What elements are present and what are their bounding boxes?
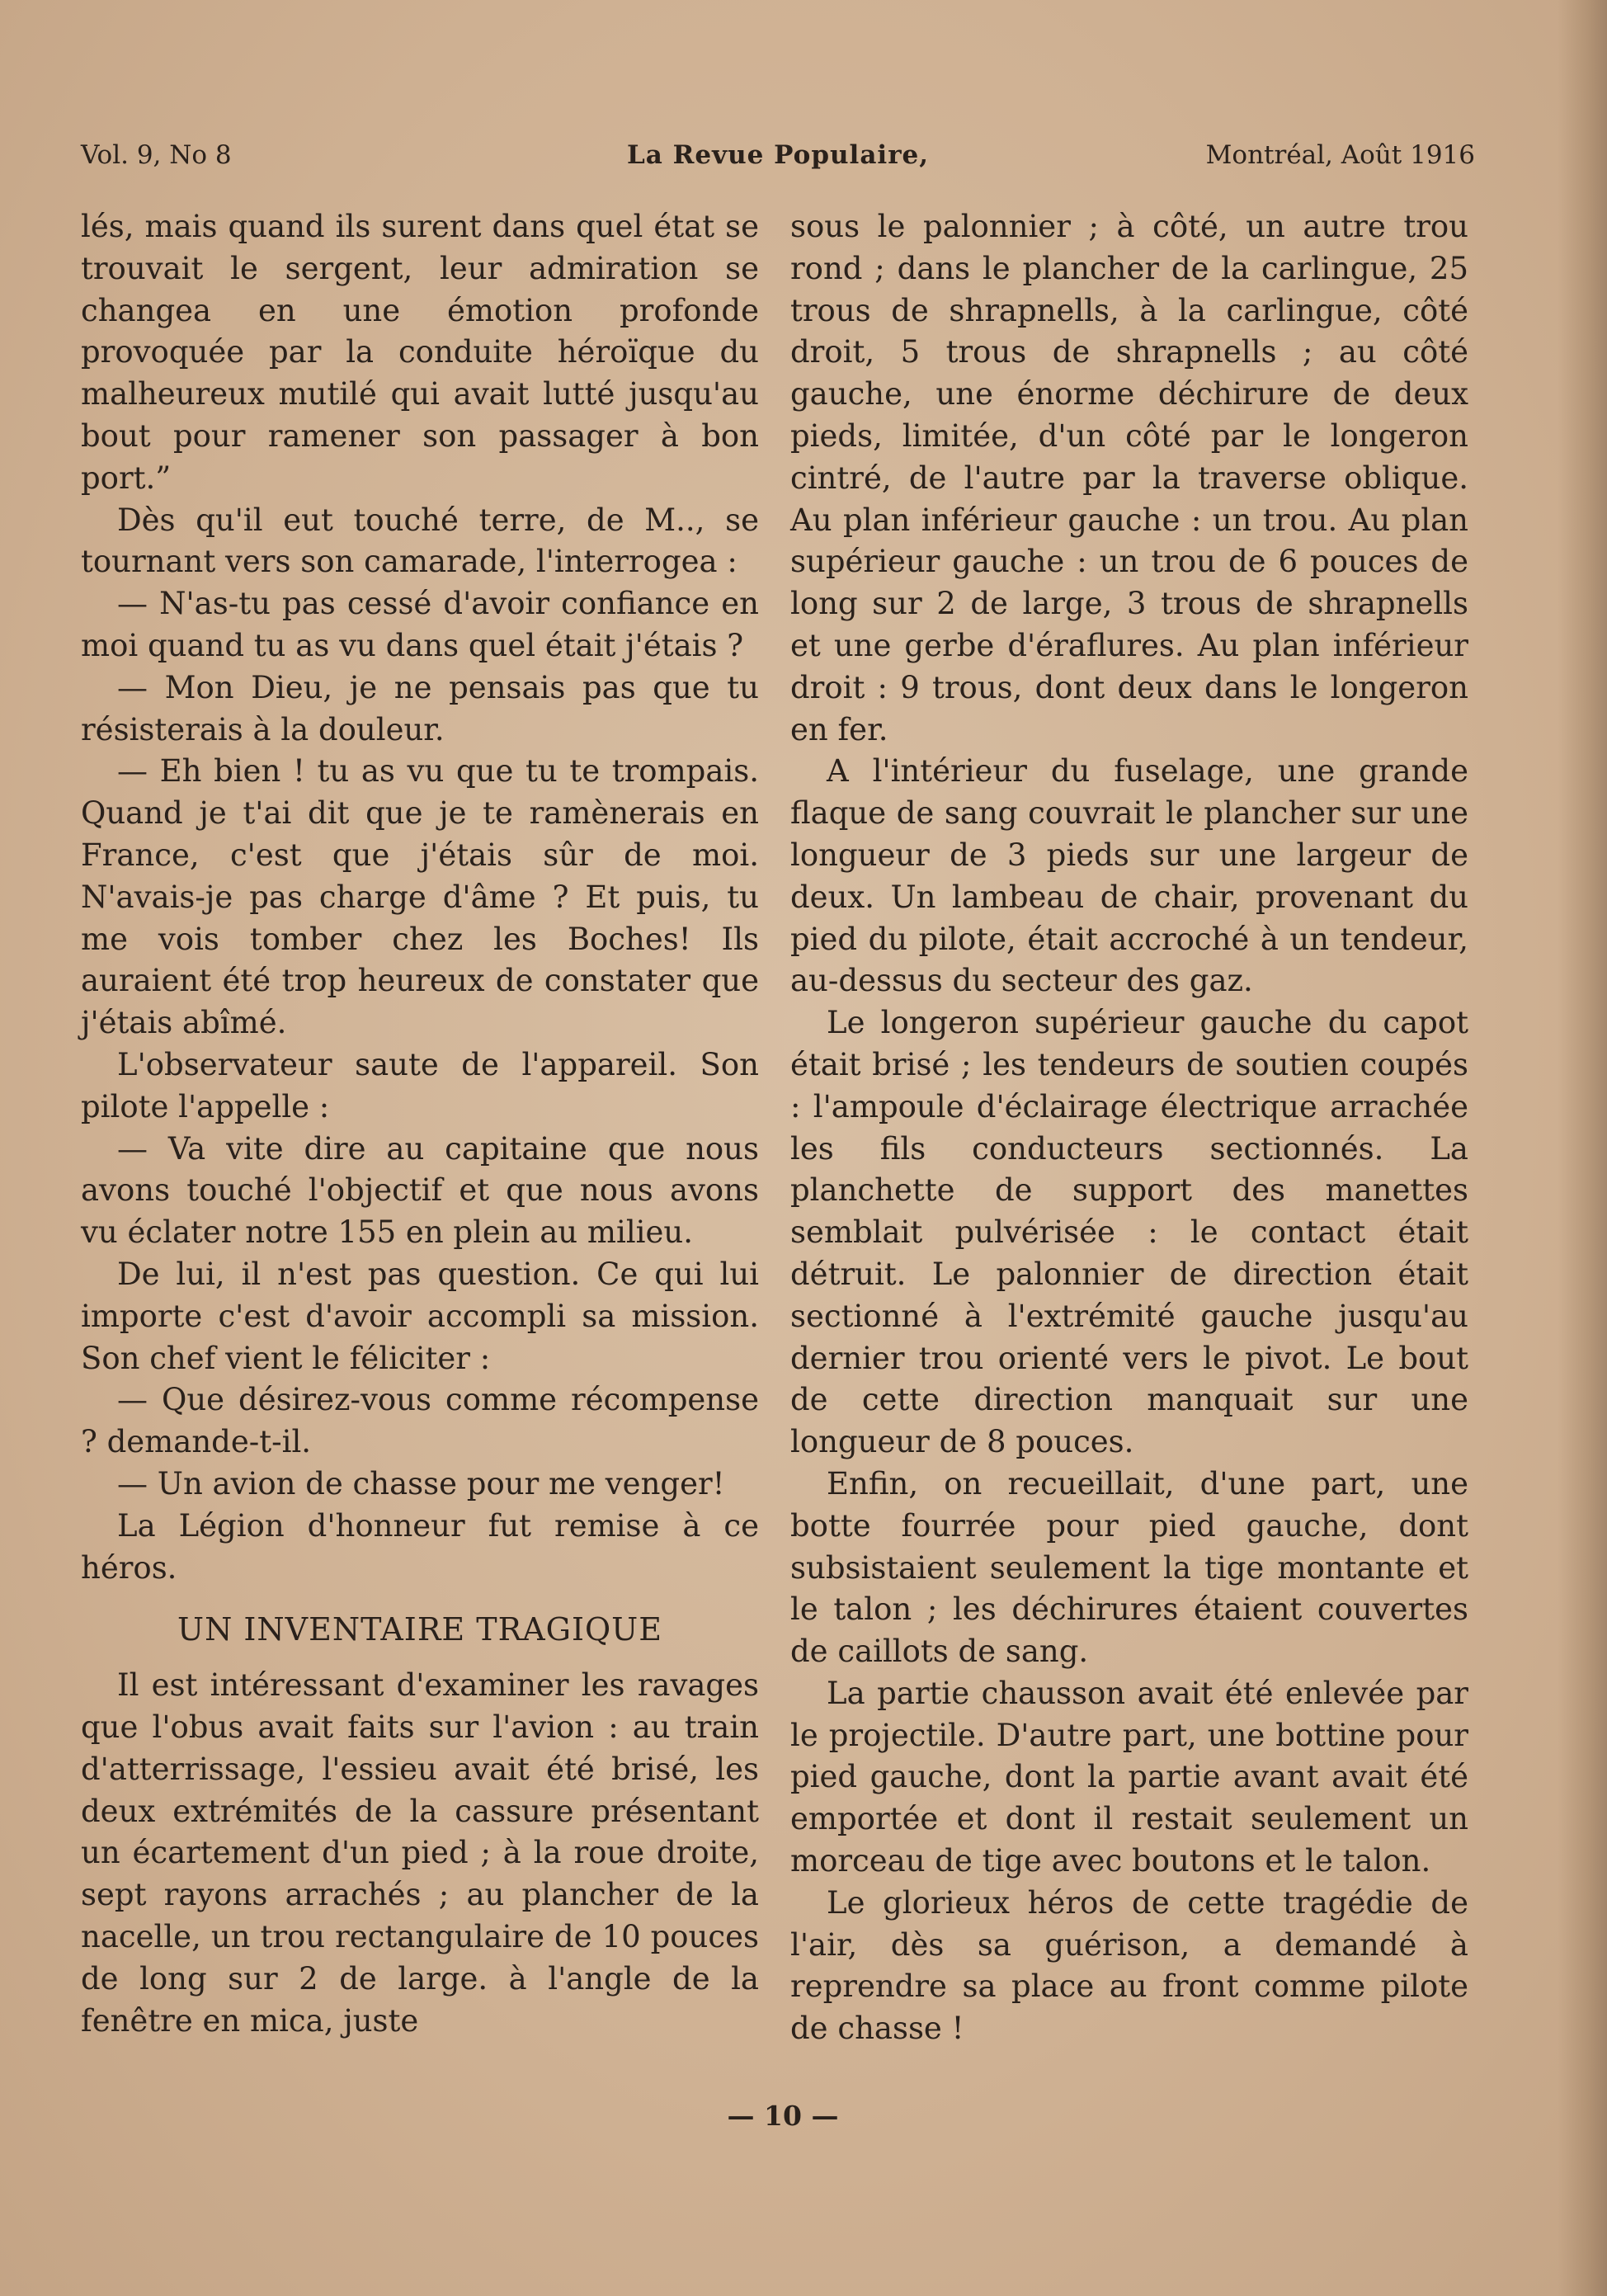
paragraph: Dès qu'il eut touché terre, de M.., se tournant vers son camarade, l'interrogea : — [81, 502, 759, 580]
paragraph: — Mon Dieu, je ne pensais pas que tu résisterais à la douleur. — [81, 669, 759, 747]
paragraph: — Eh bien ! tu as vu que tu te trompais. Quand je t'ai dit que je te ramènerais en France, c'est que j'étais sûr de moi. N'avais-je pas charge d'âme ? Et puis, tu me vois tomber chez les Boches! Ils auraient été trop heureux de constater que j'étais abîmé. — [81, 753, 759, 1041]
paragraph: — Un avion de chasse pour me venger! — [117, 1465, 725, 1502]
paragraph: lés, mais quand ils surent dans quel état se trouvait le sergent, leur admiration se changea en une émotion profonde provoquée par la conduite héroïque du malheureux mutilé qui avait lutté jusqu'au bout pour ramener son passager à bon port.” — [81, 209, 759, 496]
paragraph: La partie chausson avait été enlevée par le projectile. D'autre part, une bottine pour pied gauche, dont la partie avant avait été emportée et dont il restait seulement un morceau de tige avec boutons et le talon. — [790, 1675, 1468, 1879]
paragraph: L'observateur saute de l'appareil. Son pilote l'appelle : — [81, 1046, 759, 1124]
volume-number: Vol. 9, No 8 — [81, 140, 232, 170]
paragraph: De lui, il n'est pas question. Ce qui lui importe c'est d'avoir accompli sa mission. Son chef vient le féliciter : — [81, 1256, 759, 1376]
paragraph: — Que désirez-vous comme récompense ? demande-t-il. — [81, 1382, 759, 1460]
paragraph: La Légion d'honneur fut remise à ce héros. — [81, 1507, 759, 1586]
right-column — [790, 206, 1468, 2050]
paragraph: — Va vite dire au capitaine que nous avons touché l'objectif et que nous avons vu éclater notre 155 en plein au milieu. — [81, 1130, 759, 1251]
place-date: Montréal, Août 1916 — [1205, 140, 1475, 170]
paragraph: — N'as-tu pas cessé d'avoir confiance en moi quand tu as vu dans quel était j'étais ? — [81, 586, 759, 663]
publication-title: La Revue Populaire, — [626, 140, 930, 170]
page-edge-shadow — [1558, 0, 1607, 2296]
page-number: — 10 — — [727, 2100, 839, 2132]
paragraph: sous le palonnier ; à côté, un autre trou rond ; dans le plancher de la carlingue, 25 trous de shrapnells, à la carlingue, côté droit, 5 trous de shrapnells ; au côté gauche, une énorme déchirure de deux pieds, limitée, d'un côté par le longeron cintré, de l'autre par la traverse oblique. Au plan inférieur gauche : un trou. Au plan supérieur gauche : un trou de 6 pouces de long sur 2 de large, 3 trous de shrapnells et une gerbe d'éraflures. Au plan inférieur droit : 9 trous, dont deux dans le longeron en fer. — [790, 209, 1468, 747]
paragraph: Le glorieux héros de cette tragédie de l'air, dès sa guérison, a demandé à reprendre sa place au front comme pilote de chasse ! — [790, 1884, 1468, 2047]
paragraph: A l'intérieur du fuselage, une grande flaque de sang couvrait le plancher sur une longueur de 3 pieds sur une largeur de deux. Un lambeau de chair, provenant du pied du pilote, était accroché à un tendeur, au-dessus du secteur des gaz. — [790, 753, 1468, 999]
left-column — [81, 206, 759, 2042]
paragraph: Le longeron supérieur gauche du capot était brisé ; les tendeurs de soutien coupés : l'ampoule d'éclairage électrique arrachée les fils conducteurs sectionnés. La planchette de support des manettes semblait pulvérisée : le contact était détruit. Le palonnier de direction était sectionné à l'extrémité gauche jusqu'au dernier trou orienté vers le pivot. Le bout de cette direction manquait sur une longueur de 8 pouces. — [790, 1005, 1468, 1460]
paragraph: Enfin, on recueillait, d'une part, une botte fourrée pour pied gauche, dont subsistaient seulement la tige montante et le talon ; les déchirures étaient couvertes de caillots de sang. — [790, 1465, 1468, 1670]
section-heading: UN INVENTAIRE TRAGIQUE — [177, 1611, 662, 1648]
paragraph: Il est intéressant d'examiner les ravages que l'obus avait faits sur l'avion : au train d'atterrissage, l'essieu avait été brisé, les deux extrémités de la cassure présentant un écartement d'un pied ; à la roue droite, sept rayons arrachés ; au plancher de la nacelle, un trou rectangulaire de 10 pouces de long sur 2 de large. à l'angle de la fenêtre en mica, juste — [81, 1667, 759, 2039]
running-header — [81, 140, 1475, 182]
